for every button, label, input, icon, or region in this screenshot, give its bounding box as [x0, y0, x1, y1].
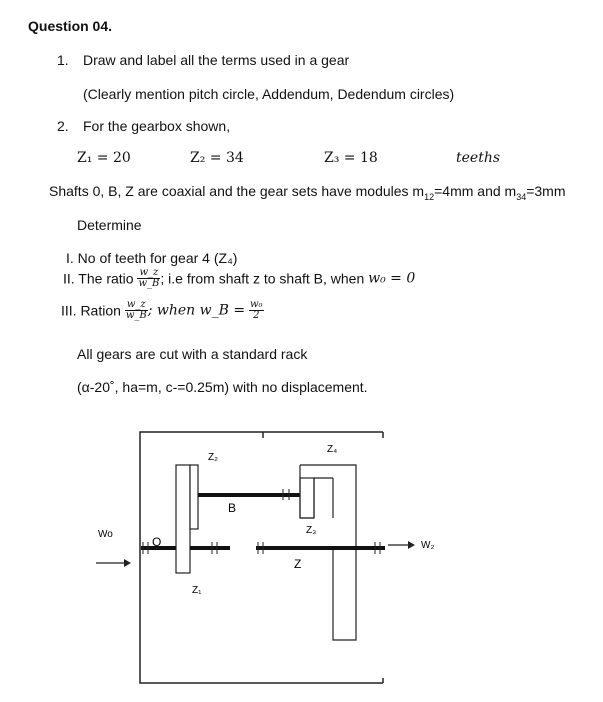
label-b: B [228, 501, 237, 515]
z1-value: Z₁ = 20 [77, 150, 131, 166]
gear-z4 [300, 465, 356, 640]
item-1-text: Draw and label all the terms used in a gear [83, 52, 350, 68]
question-title: Question 04. [28, 18, 113, 34]
item-2-number: 2. [57, 118, 69, 134]
teeths-label: teeths [456, 150, 501, 166]
part-iii: III. Ration $\frac{w\_z}{w\_B}$ ; when w_B = $\frac{\text{w₀}}{2}$ [61, 299, 263, 321]
rack-line-1: All gears are cut with a standard rack [77, 346, 308, 362]
ratio-fraction: $\frac{w\_z}{w\_B}$ [138, 267, 160, 289]
label-z1: Z₁ [192, 585, 202, 596]
label-z3: Z₃ [306, 525, 317, 536]
gear-z2 [190, 465, 198, 529]
determine-label: Determine [77, 217, 142, 233]
part-ii: II. The ratio $\frac{w\_z}{w\_B}$ ; i.e from shaft z to shaft B, when w₀ = 0 [63, 267, 416, 289]
shafts-statement: Shafts 0, B, Z are coaxial and the gear sets have modules $m_{12}=4mm$ and $m_{34}=3mm$ [49, 183, 566, 202]
z2-value: Z₂ = 34 [190, 150, 244, 166]
label-z2: Z₂ [208, 452, 218, 463]
rack-line-2: (α-20˚, ha=m, c-=0.25m) with no displacement. [77, 379, 368, 395]
label-z: Z [294, 557, 302, 571]
item-2-text: For the gearbox shown, [83, 118, 231, 134]
gear-z1 [176, 465, 190, 573]
label-wz: W₂ [421, 540, 435, 551]
item-1-note: (Clearly mention pitch circle, Addendum, Dedendum circles) [83, 86, 455, 102]
label-z4: Z₄ [327, 444, 338, 455]
z3-value: Z₃ = 18 [324, 150, 378, 166]
label-o: O [152, 535, 162, 549]
gear-z3 [300, 478, 314, 518]
part-i: I. No of teeth for gear 4 (Z₄) [66, 250, 238, 266]
item-1-number: 1. [57, 52, 69, 68]
gearbox-diagram [0, 420, 603, 702]
label-wo: Wo [98, 529, 113, 540]
